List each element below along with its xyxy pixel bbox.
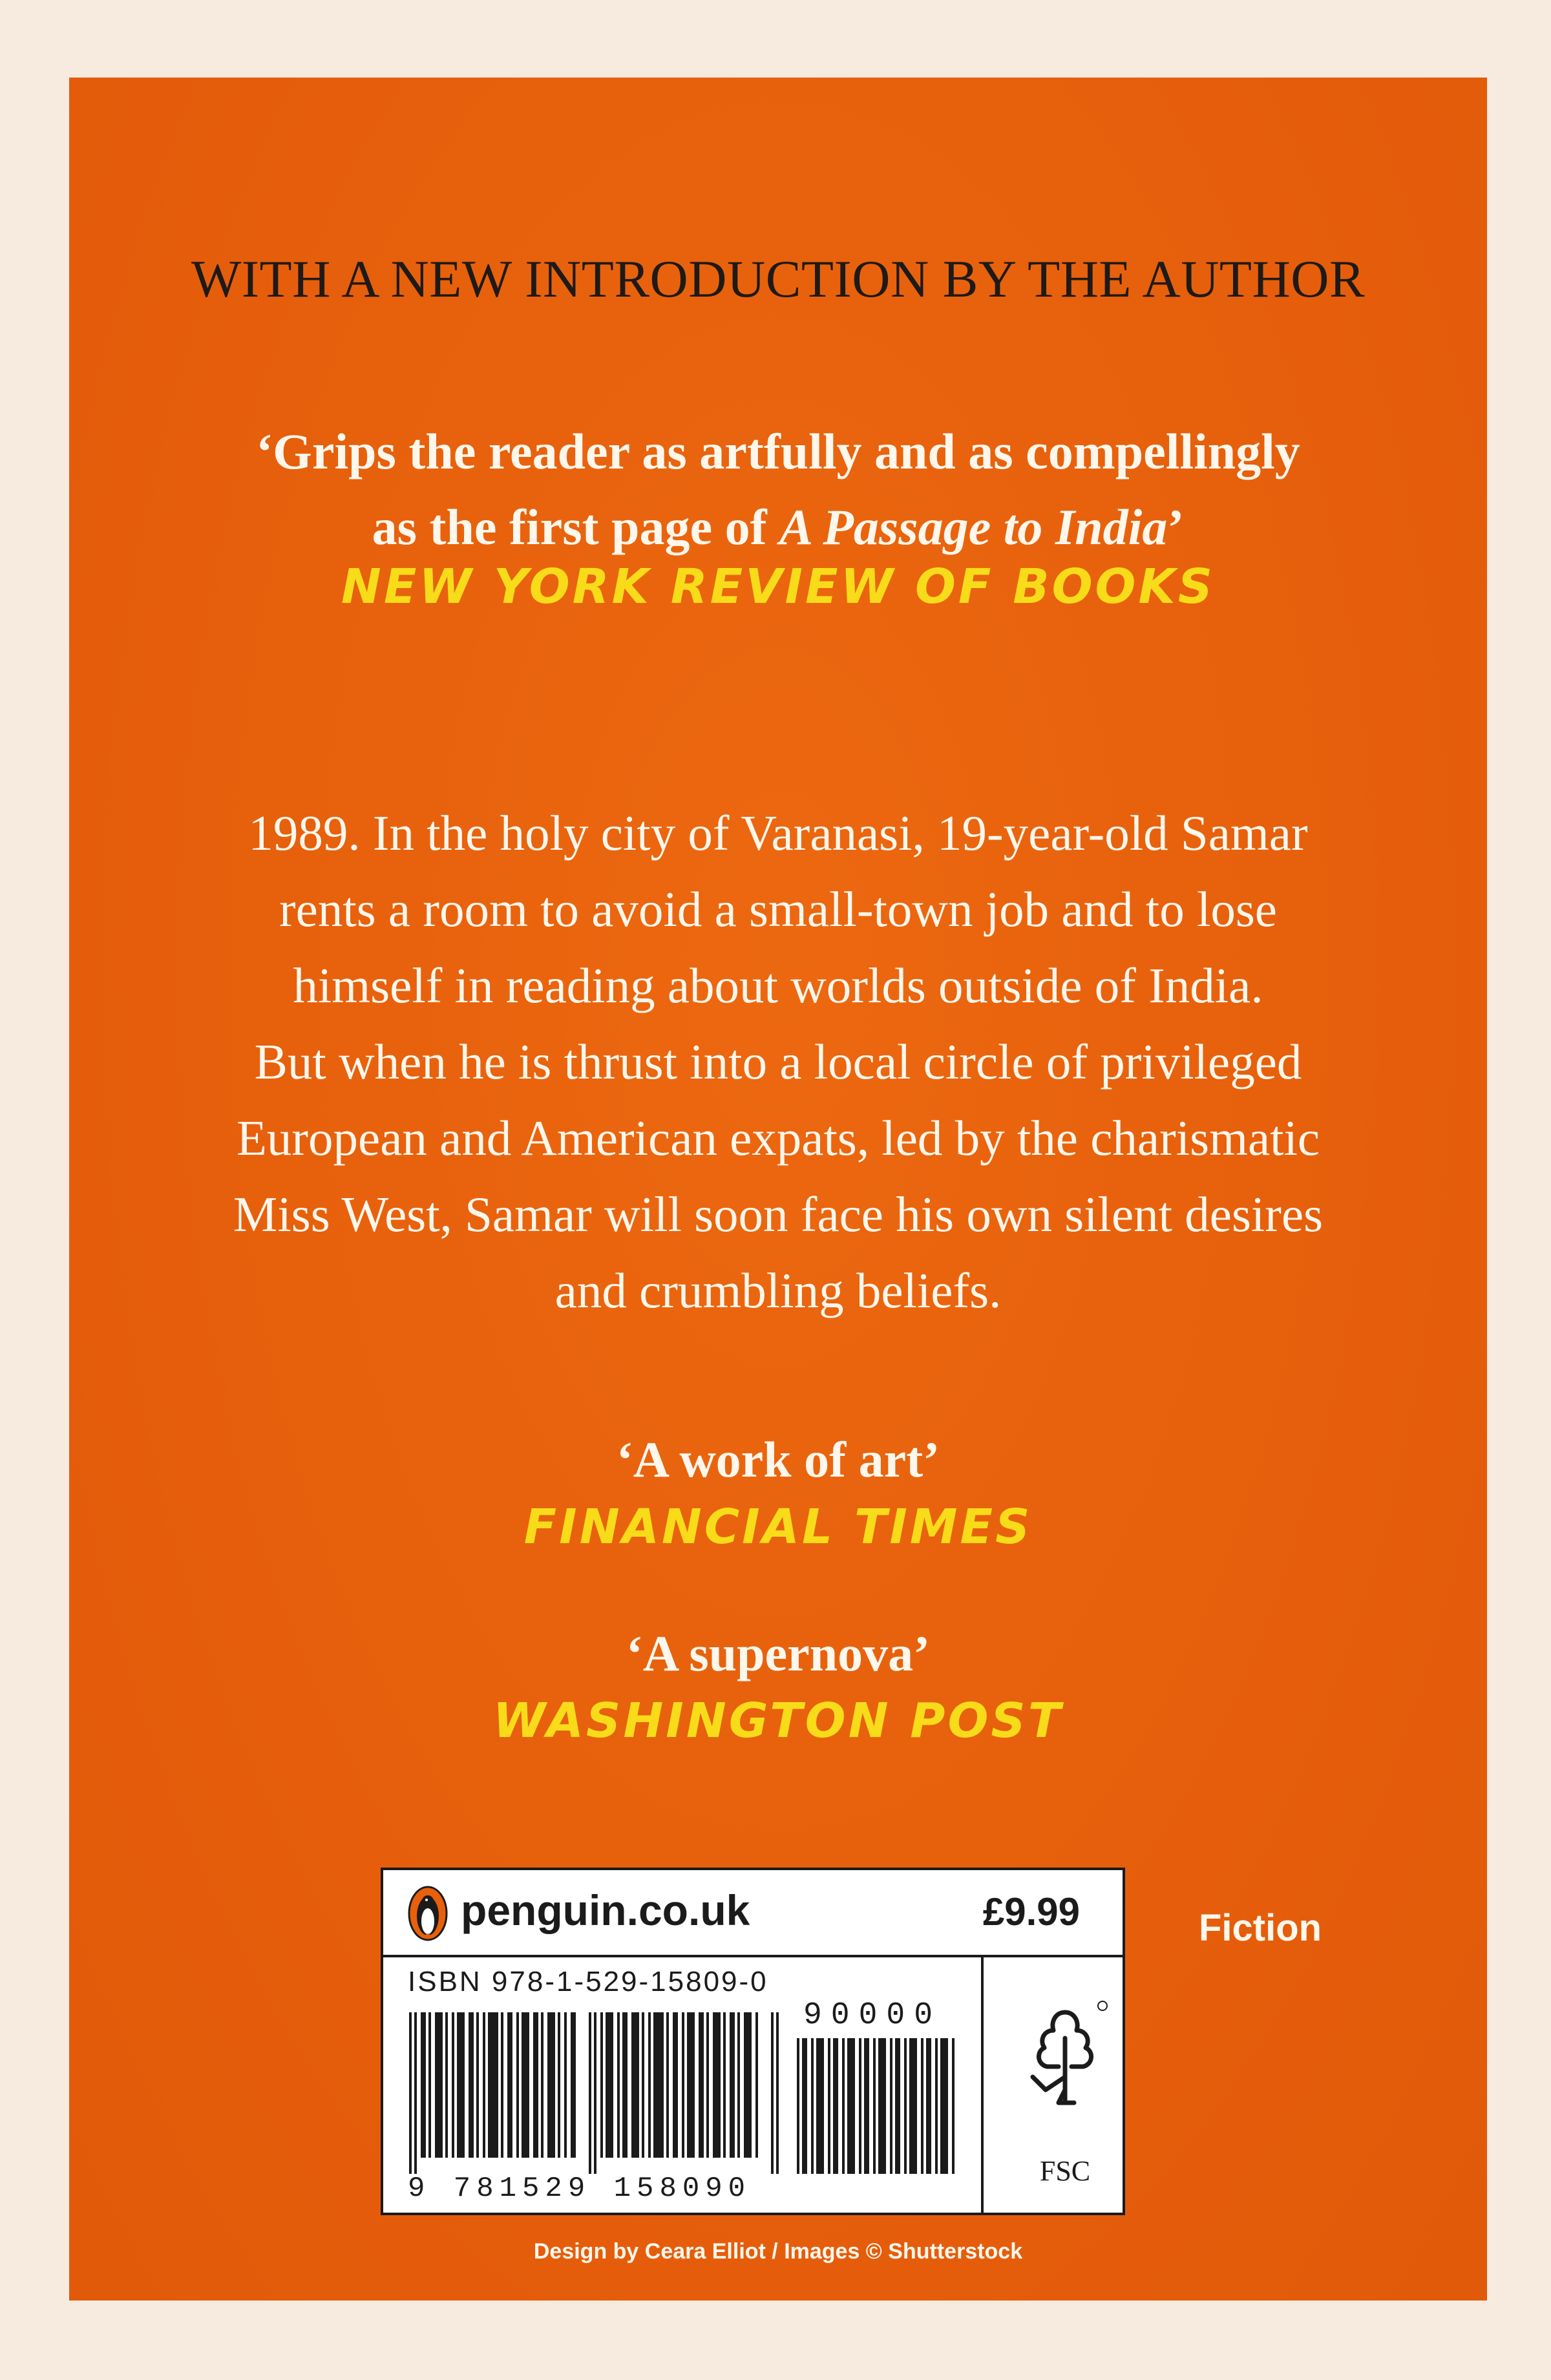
blurb-line: 1989. In the holy city of Varanasi, 19-year-old Samar xyxy=(248,805,1308,861)
blurb-line: European and American expats, led by the charismatic xyxy=(236,1110,1320,1166)
review-quote-1-suffix: ’ xyxy=(1167,499,1185,555)
review-quote-1-line-2 xyxy=(69,489,1487,565)
fsc-tree-logo-icon xyxy=(1020,1999,1110,2148)
blurb-line: rents a room to avoid a small-town job and to lose xyxy=(279,881,1277,937)
blurb-line: Miss West, Samar will soon face his own silent desires xyxy=(233,1186,1324,1242)
publisher-row xyxy=(383,1870,1123,1957)
blurb-line: But when he is thrust into a local circle of privileged xyxy=(254,1034,1302,1090)
design-credit: Design by Ceara Elliot / Images © Shutterstock xyxy=(533,2239,1023,2264)
addon-barcode xyxy=(797,2038,958,2174)
book-back-cover xyxy=(69,78,1487,2301)
publisher-website: penguin.co.uk xyxy=(461,1886,750,1934)
review-quote-1-line-1: ‘Grips the reader as artfully and as compellingly xyxy=(256,423,1300,479)
blurb-line: himself in reading about worlds outside of India. xyxy=(293,958,1263,1013)
review-source-2: FINANCIAL TIMES xyxy=(523,1499,1033,1555)
penguin-logo-icon xyxy=(408,1886,448,1941)
blurb-line: and crumbling beliefs. xyxy=(554,1263,1002,1318)
book-title-reference: A Passage to India xyxy=(779,499,1168,555)
review-source-1: NEW YORK REVIEW OF BOOKS xyxy=(341,559,1216,615)
barcode-digits: 9 781529 158090 xyxy=(408,2173,752,2205)
price-label: £9.99 xyxy=(982,1890,1080,1933)
review-quote-1-prefix: as the first page of xyxy=(372,499,780,555)
panel-divider xyxy=(981,1957,984,2215)
genre-label: Fiction xyxy=(1199,1907,1322,1949)
review-quote-1 xyxy=(69,414,1487,565)
isbn-barcode xyxy=(409,2012,784,2174)
isbn-number: ISBN 978-1-529-15809-0 xyxy=(408,1966,768,1997)
introduction-heading: WITH A NEW INTRODUCTION BY THE AUTHOR xyxy=(191,249,1366,308)
review-source-3: WASHINGTON POST xyxy=(492,1693,1064,1749)
book-blurb xyxy=(69,795,1487,1329)
review-quote-2: ‘A work of art’ xyxy=(616,1431,940,1488)
barcode-panel xyxy=(381,1868,1125,2215)
review-quote-3: ‘A supernova’ xyxy=(626,1625,931,1681)
addon-code: 90000 xyxy=(803,1998,942,2033)
fsc-label: FSC xyxy=(1039,2155,1091,2187)
